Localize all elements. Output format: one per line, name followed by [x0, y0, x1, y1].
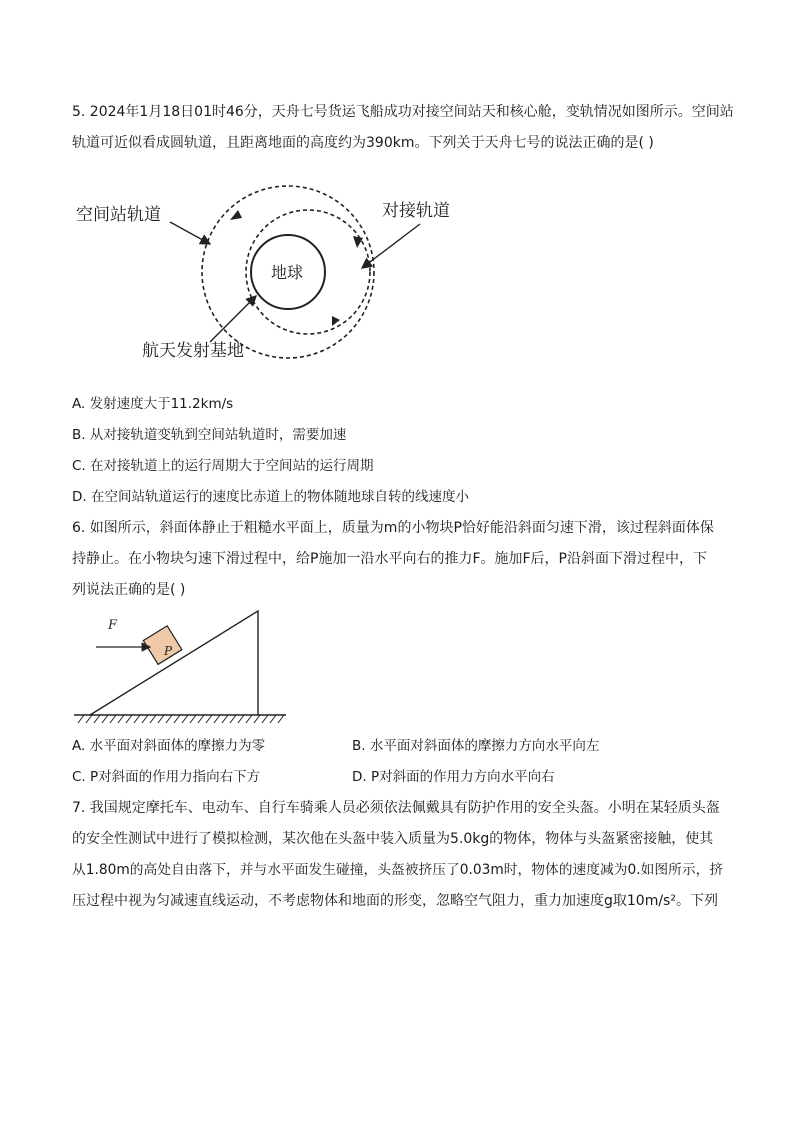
station-orbit-pointer [170, 222, 210, 244]
docking-orbit-label: 对接轨道 [382, 201, 450, 221]
block-p-label: P [164, 644, 173, 658]
launch-base-label: 航天发射基地 [142, 341, 244, 361]
force-f-label: F [108, 618, 118, 633]
q6-option-c: C. P对斜面的作用力指向右下方 [72, 769, 261, 785]
q6-option-b: B. 水平面对斜面体的摩擦力方向水平向左 [352, 738, 600, 754]
earth-label: 地球 [271, 263, 304, 282]
station-orbit-label: 空间站轨道 [76, 205, 161, 225]
q5-option-b: B. 从对接轨道变轨到空间站轨道时，需要加速 [72, 427, 347, 443]
q7-stem-line3: 从1.80m的高处自由落下，并与水平面发生碰撞，头盔被挤压了0.03m时，物体的速度减为0.如图所示，挤 [72, 862, 724, 878]
q7-stem-line2: 的安全性测试中进行了模拟检测，某次他在头盔中装入质量为5.0kg的物体，物体与头盔紧密接触，使其 [72, 831, 714, 847]
q6-stem-line1: 6. 如图所示，斜面体静止于粗糙水平面上，质量为m的小物块P恰好能沿斜面匀速下滑，该过程斜面体保 [72, 520, 714, 536]
q6-option-d: D. P对斜面的作用力方向水平向右 [352, 769, 555, 785]
q5-stem-line2: 轨道可近似看成圆轨道，且距离地面的高度约为390km。下列关于天舟七号的说法正确的是( ) [72, 135, 654, 151]
q7-stem-line1: 7. 我国规定摩托车、电动车、自行车骑乘人员必须依法佩戴具有防护作用的安全头盔。小明在某轻质头盔 [72, 800, 720, 816]
orbit-diagram [70, 180, 490, 370]
q6-stem-line2: 持静止。在小物块匀速下滑过程中，给P施加一沿水平向右的推力F。施加F后，P沿斜面下滑过程中，下 [72, 551, 707, 567]
ground-hatching [78, 715, 284, 723]
block-p [143, 626, 182, 665]
q7-stem-line4: 压过程中视为匀减速直线运动，不考虑物体和地面的形变，忽略空气阻力，重力加速度g取10m/s²。下列 [72, 893, 718, 909]
station-orbit-arrow [230, 210, 242, 220]
q5-stem-line1: 5. 2024年1月18日01时46分，天舟七号货运飞船成功对接空间站天和核心舱，变轨情况如图所示。空间站 [72, 104, 734, 120]
q5-option-d: D. 在空间站轨道运行的速度比赤道上的物体随地球自转的线速度小 [72, 489, 469, 505]
docking-orbit-arrow-bottom [332, 316, 340, 326]
incline-diagram [70, 605, 300, 730]
q6-stem-line3: 列说法正确的是( ) [72, 582, 186, 598]
q5-option-a: A. 发射速度大于11.2km/s [72, 396, 234, 412]
q5-option-c: C. 在对接轨道上的运行周期大于空间站的运行周期 [72, 458, 374, 474]
q6-option-a: A. 水平面对斜面体的摩擦力为零 [72, 738, 266, 754]
